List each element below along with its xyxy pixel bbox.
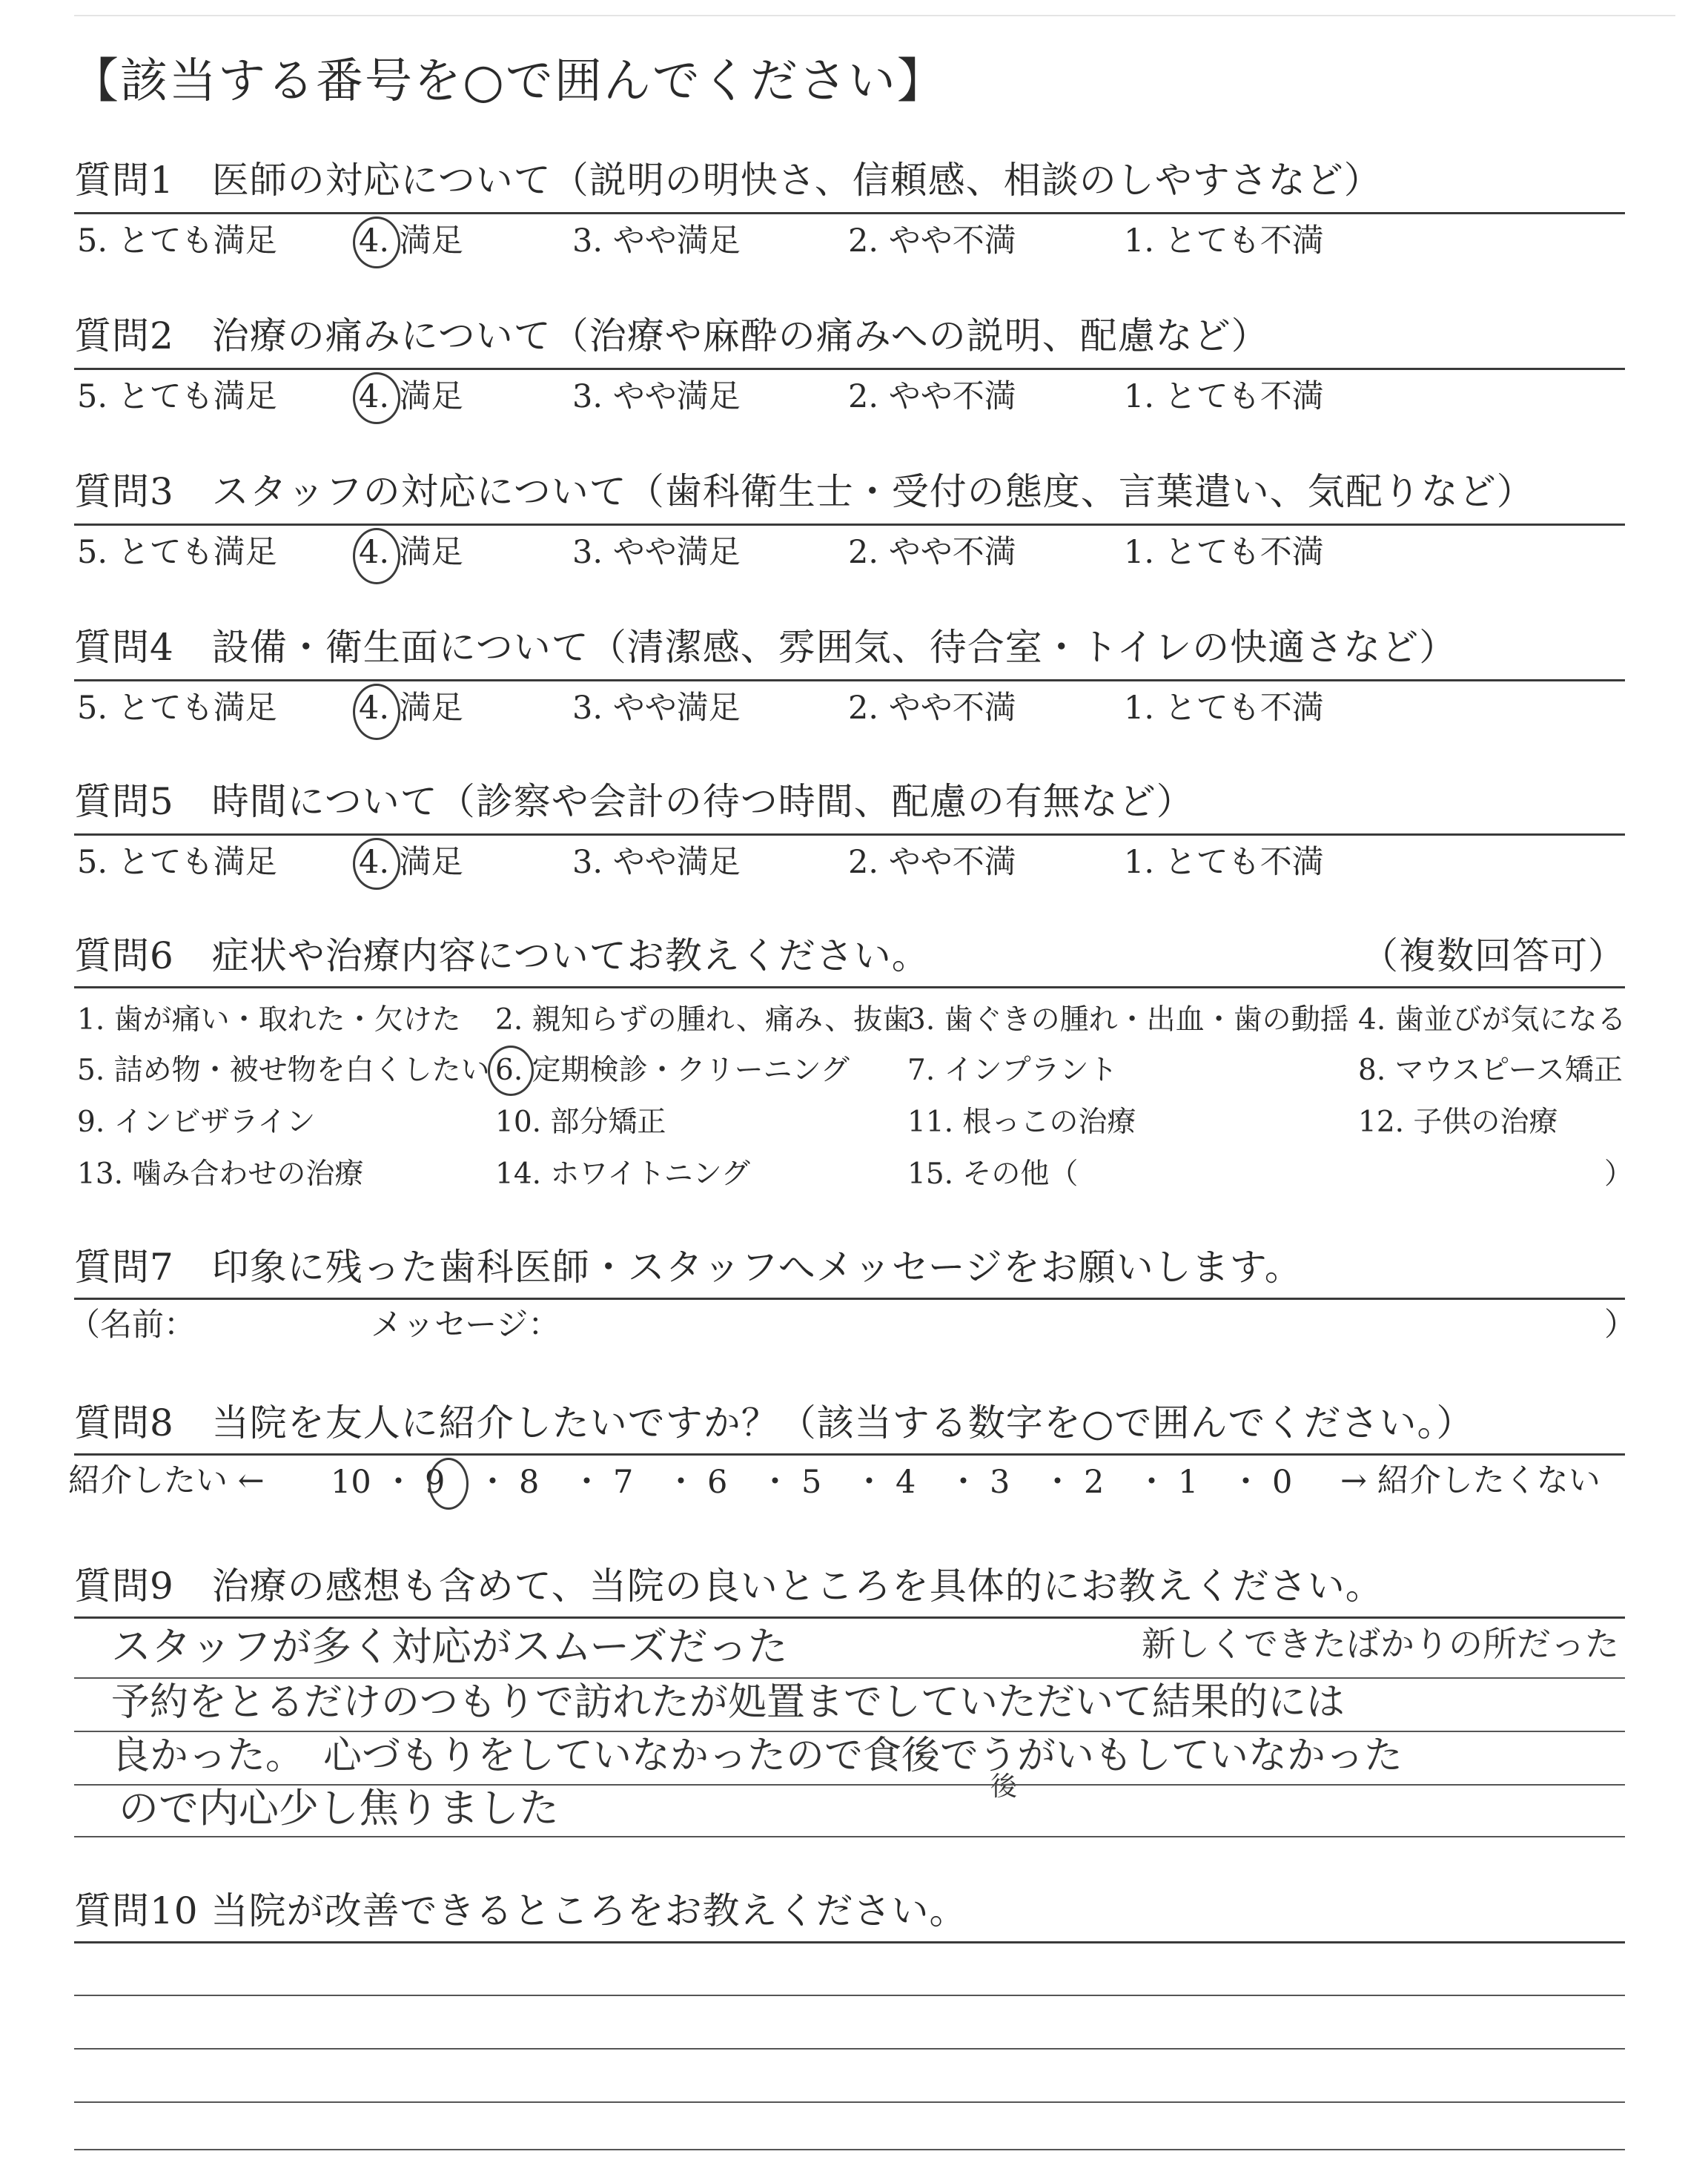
q8-left-label: 紹介したい ← (68, 1462, 265, 1499)
q6-other-close-paren: ） (1604, 1157, 1634, 1191)
question-10-rule-3 (74, 2048, 1625, 2050)
question-9-rule-3 (74, 1731, 1625, 1732)
question-4-rule (74, 679, 1625, 681)
q6-option-15[interactable]: 15. その他（ (907, 1157, 1079, 1191)
q8-scale-separator: ・ (759, 1464, 791, 1501)
question-3-rule (74, 524, 1625, 526)
question-9-rule-2 (74, 1677, 1625, 1679)
q3-selected-circle (353, 528, 400, 584)
q5-option-5[interactable]: 5. とても満足 (77, 844, 277, 881)
q8-scale-value-2[interactable]: 8 (519, 1464, 540, 1501)
q3-option-5[interactable]: 5. とても満足 (77, 534, 277, 571)
q6-option-12[interactable]: 12. 子供の治療 (1358, 1106, 1558, 1139)
q8-scale-value-7[interactable]: 3 (990, 1464, 1010, 1501)
q8-scale-separator: ・ (1042, 1464, 1073, 1501)
question-8-rule (74, 1453, 1625, 1456)
q8-scale-value-3[interactable]: 7 (613, 1464, 634, 1501)
q8-scale-value-9[interactable]: 1 (1178, 1464, 1199, 1501)
q9-inserted-note: 後 (990, 1771, 1018, 1802)
q8-scale-value-8[interactable]: 2 (1084, 1464, 1105, 1501)
q8-scale-value-4[interactable]: 6 (707, 1464, 728, 1501)
question-1-rule (74, 212, 1625, 214)
q8-scale-value-1[interactable]: 9 (425, 1464, 446, 1501)
q6-option-3[interactable]: 3. 歯ぐきの腫れ・出血・歯の動揺 (907, 1003, 1349, 1037)
q2-option-3[interactable]: 3. やや満足 (572, 378, 741, 415)
q1-option-3[interactable]: 3. やや満足 (572, 222, 741, 260)
q3-option-4[interactable]: 4. 満足 (359, 534, 463, 571)
q5-option-3[interactable]: 3. やや満足 (572, 844, 741, 881)
question-7-rule (74, 1298, 1625, 1300)
question-8-title: 質問8 当院を友人に紹介したいですか？（該当する数字を○で囲んでください。） (74, 1401, 1474, 1444)
question-5-rule (74, 833, 1625, 836)
question-9-rule-1 (74, 1616, 1625, 1619)
q8-scale-value-0[interactable]: 10 (331, 1464, 371, 1501)
q1-selected-circle (353, 217, 400, 268)
question-6-rule (74, 986, 1625, 988)
q2-selected-circle (353, 372, 400, 424)
q8-scale-separator: ・ (571, 1464, 603, 1501)
q6-option-13[interactable]: 13. 噛み合わせの治療 (77, 1157, 364, 1191)
q6-option-11[interactable]: 11. 根っこの治療 (907, 1106, 1136, 1139)
q5-selected-circle (353, 838, 400, 890)
q9-handwritten-line-1b: 新しくできたばかりの所だった (1142, 1624, 1619, 1664)
q1-option-5[interactable]: 5. とても満足 (77, 222, 277, 260)
q8-scale-value-5[interactable]: 5 (801, 1464, 822, 1501)
q1-option-1[interactable]: 1. とても不満 (1124, 222, 1324, 260)
question-2-rule (74, 368, 1625, 370)
q9-handwritten-line-1a: スタッフが多く対応がスムーズだった (111, 1623, 788, 1670)
q9-handwritten-line-4: ので内心少し焦りました (119, 1785, 559, 1832)
q6-option-1[interactable]: 1. 歯が痛い・取れた・欠けた (77, 1003, 461, 1037)
question-1-title: 質問1 医師の対応について（説明の明快さ、信頼感、相談のしやすさなど） (74, 159, 1382, 202)
q8-scale-separator: ・ (477, 1464, 509, 1501)
q8-scale-value-10[interactable]: 0 (1272, 1464, 1293, 1501)
q8-scale-value-6[interactable]: 4 (896, 1464, 916, 1501)
q1-option-4[interactable]: 4. 満足 (359, 222, 463, 260)
q5-option-4[interactable]: 4. 満足 (359, 844, 463, 881)
q6-option-4[interactable]: 4. 歯並びが気になる (1358, 1003, 1626, 1037)
q3-option-3[interactable]: 3. やや満足 (572, 534, 741, 571)
q7-message-label: メッセージ： (371, 1307, 560, 1344)
question-4-title: 質問4 設備・衛生面について（清潔感、雰囲気、待合室・トイレの快適さなど） (74, 626, 1457, 669)
q4-selected-circle (353, 684, 400, 740)
q9-handwritten-line-3: 良かった。 心づもりをしていなかったので食後でうがいもしていなかった (111, 1734, 1403, 1778)
q6-option-9[interactable]: 9. インビザライン (77, 1106, 316, 1139)
question-9-rule-5 (74, 1836, 1625, 1837)
question-10-rule-5 (74, 2149, 1625, 2150)
q4-option-3[interactable]: 3. やや満足 (572, 690, 741, 727)
q4-option-2[interactable]: 2. やや不満 (848, 690, 1016, 727)
form-title: 【該当する番号を○で囲んでください】 (71, 54, 946, 109)
question-10-title: 質問10 当院が改善できるところをお教えください。 (74, 1889, 967, 1932)
q9-handwritten-line-2: 予約をとるだけのつもりで訪れたが処置までしていただいて結果的には (111, 1680, 1345, 1725)
q8-scale-separator: ・ (947, 1464, 979, 1501)
q8-scale-separator: ・ (1136, 1464, 1168, 1501)
q8-scale-separator: ・ (853, 1464, 885, 1501)
q6-option-7[interactable]: 7. インプラント (907, 1054, 1118, 1087)
q8-selected-circle (428, 1458, 469, 1510)
q6-option-6[interactable]: 6. 定期検診・クリーニング (495, 1054, 850, 1087)
q8-scale-separator: ・ (1230, 1464, 1262, 1501)
question-5-title: 質問5 時間について（診察や会計の待つ時間、配慮の有無など） (74, 780, 1194, 823)
question-7-title: 質問7 印象に残った歯科医師・スタッフへメッセージをお願いします。 (74, 1246, 1302, 1289)
q6-option-2[interactable]: 2. 親知らずの腫れ、痛み、抜歯 (495, 1003, 912, 1037)
q1-option-2[interactable]: 2. やや不満 (848, 222, 1016, 260)
question-3-title: 質問3 スタッフの対応について（歯科衛生士・受付の態度、言葉遣い、気配りなど） (74, 470, 1535, 513)
q6-option-8[interactable]: 8. マウスピース矯正 (1358, 1054, 1623, 1087)
q8-scale-separator: ・ (665, 1464, 697, 1501)
q2-option-5[interactable]: 5. とても満足 (77, 378, 277, 415)
question-6-title: 質問6 症状や治療内容についてお教えください。 (74, 934, 930, 977)
q6-option-14[interactable]: 14. ホワイトニング (495, 1157, 750, 1191)
q5-option-2[interactable]: 2. やや不満 (848, 844, 1016, 881)
q2-option-4[interactable]: 4. 満足 (359, 378, 463, 415)
q7-name-label: （名前： (68, 1307, 196, 1344)
q2-option-2[interactable]: 2. やや不満 (848, 378, 1016, 415)
question-2-title: 質問2 治療の痛みについて（治療や麻酔の痛みへの説明、配慮など） (74, 314, 1269, 357)
q4-option-5[interactable]: 5. とても満足 (77, 690, 277, 727)
question-10-rule-4 (74, 2101, 1625, 2103)
question-9-title: 質問9 治療の感想も含めて、当院の良いところを具体的にお教えください。 (74, 1565, 1383, 1608)
q6-selected-circle (488, 1046, 534, 1096)
q2-option-1[interactable]: 1. とても不満 (1124, 378, 1324, 415)
top-border (74, 15, 1675, 16)
q7-close-paren: ） (1604, 1307, 1636, 1344)
question-10-rule-2 (74, 1995, 1625, 1996)
q4-option-4[interactable]: 4. 満足 (359, 690, 463, 727)
question-6-note: （複数回答可） (1361, 934, 1626, 977)
q5-option-1[interactable]: 1. とても不満 (1124, 844, 1324, 881)
q6-option-5[interactable]: 5. 詰め物・被せ物を白くしたい (77, 1054, 490, 1087)
q8-right-label: → 紹介したくない (1340, 1462, 1601, 1499)
q3-option-1[interactable]: 1. とても不満 (1124, 534, 1324, 571)
q3-option-2[interactable]: 2. やや不満 (848, 534, 1016, 571)
q6-option-10[interactable]: 10. 部分矯正 (495, 1106, 666, 1139)
q4-option-1[interactable]: 1. とても不満 (1124, 690, 1324, 727)
q8-scale-separator: ・ (383, 1464, 414, 1501)
question-10-rule-1 (74, 1941, 1625, 1943)
